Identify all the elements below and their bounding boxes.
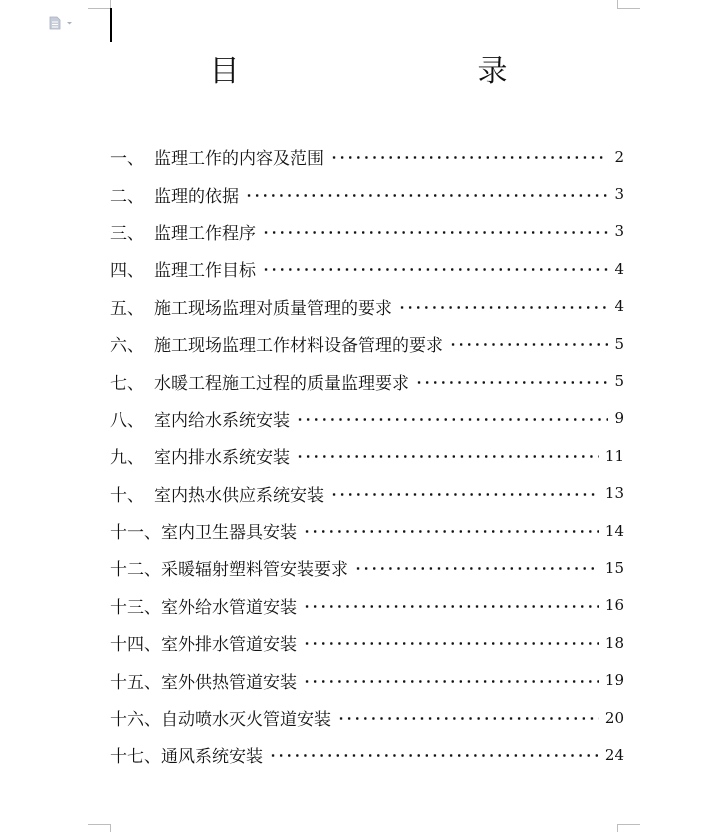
toc-entry-page-number: 4 <box>614 259 624 278</box>
toc-entry[interactable] <box>110 624 624 661</box>
toc-entry-title: 室外给水管道安装 <box>161 597 297 618</box>
toc-entry-title: 通风系统安装 <box>161 747 263 768</box>
toc-entry-title: 室外供热管道安装 <box>161 672 297 693</box>
toc-entry[interactable] <box>110 250 624 287</box>
toc-entry-title: 室内给水系统安装 <box>154 410 290 431</box>
toc-entry-page-number: 13 <box>604 484 624 503</box>
toc-dot-leader <box>269 754 599 757</box>
toc-entry-number: 十六、 <box>110 710 161 731</box>
toc-entry-title: 室外排水管道安装 <box>161 635 297 656</box>
toc-entry-title: 监理工作的内容及范围 <box>154 149 324 170</box>
toc-dot-leader <box>337 717 599 720</box>
toc-entry-page-number: 14 <box>604 521 624 540</box>
toc-entry-title: 监理工作程序 <box>154 223 256 244</box>
toc-entry-number: 四、 <box>110 261 144 282</box>
toc-dot-leader <box>303 642 599 645</box>
toc-entry-page-number: 4 <box>614 297 624 316</box>
crop-mark-bottom-left <box>88 824 111 832</box>
toc-entry-page-number: 2 <box>614 147 624 166</box>
toc-entry-number: 七、 <box>110 373 144 394</box>
crop-mark-top-left <box>88 0 111 9</box>
toc-entry[interactable] <box>110 437 624 474</box>
toc-entry-title: 室内热水供应系统安装 <box>154 485 324 506</box>
toc-entry-number: 十四、 <box>110 635 161 656</box>
toc-dot-leader <box>245 194 608 197</box>
toc-entry-number: 三、 <box>110 223 144 244</box>
toc-dot-leader <box>449 343 608 346</box>
toc-entry-page-number: 15 <box>604 558 624 577</box>
toc-entry-page-number: 19 <box>604 671 624 690</box>
toc-entry-number: 十五、 <box>110 672 161 693</box>
toc-entry[interactable] <box>110 475 624 512</box>
toc-entry-number: 六、 <box>110 336 144 357</box>
toc-entry-number: 九、 <box>110 448 144 469</box>
toc-entry-page-number: 16 <box>604 596 624 615</box>
toc-entry-page-number: 11 <box>604 446 624 465</box>
toc-entry[interactable] <box>110 325 624 362</box>
toc-entry-title: 监理的依据 <box>154 186 239 207</box>
toc-entry-number: 十、 <box>110 485 144 506</box>
toc-dot-leader <box>262 231 608 234</box>
text-cursor <box>110 8 112 42</box>
toc-entry-page-number: 24 <box>604 745 624 764</box>
toc-entry[interactable] <box>110 512 624 549</box>
toc-entry-number: 十七、 <box>110 747 161 768</box>
toc-entry-number: 十二、 <box>110 560 161 581</box>
toc-entry-page-number: 18 <box>604 633 624 652</box>
toc-entry-page-number: 20 <box>604 708 624 727</box>
toc-entry-title: 水暖工程施工过程的质量监理要求 <box>154 373 409 394</box>
page-title: 目 录 <box>209 54 612 89</box>
toc-entry-number: 十三、 <box>110 597 161 618</box>
toc-entry-number: 二、 <box>110 186 144 207</box>
toc-entry[interactable] <box>110 213 624 250</box>
toc-entry-number: 十一、 <box>110 523 161 544</box>
toc-dot-leader <box>354 567 599 570</box>
toc-entry[interactable] <box>110 736 624 773</box>
crop-mark-top-right <box>617 0 640 9</box>
toc-dot-leader <box>296 455 599 458</box>
toc-dot-leader <box>415 381 608 384</box>
toc-entry-title: 自动喷水灭火管道安装 <box>161 710 331 731</box>
toc-dot-leader <box>303 605 599 608</box>
toc-dot-leader <box>398 306 608 309</box>
toc-entry[interactable] <box>110 587 624 624</box>
toc-entry-title: 采暖辐射塑料管安装要求 <box>161 560 348 581</box>
toc-dot-leader <box>330 156 608 159</box>
toc-entry-page-number: 9 <box>614 409 624 428</box>
toc-entry-number: 八、 <box>110 410 144 431</box>
document-icon[interactable] <box>48 15 74 29</box>
toc-dot-leader <box>303 530 599 533</box>
toc-entry-title: 施工现场监理工作材料设备管理的要求 <box>154 336 443 357</box>
toc-entry-title: 室内排水系统安装 <box>154 448 290 469</box>
toc-entry-page-number: 3 <box>614 185 624 204</box>
toc-entry-title: 监理工作目标 <box>154 261 256 282</box>
toc-dot-leader <box>262 268 608 271</box>
toc-entry[interactable] <box>110 362 624 399</box>
toc-entry-page-number: 5 <box>614 372 624 391</box>
toc-entry-title: 施工现场监理对质量管理的要求 <box>154 298 392 319</box>
toc-entry[interactable] <box>110 661 624 698</box>
table-of-contents <box>110 138 624 774</box>
toc-dot-leader <box>303 680 599 683</box>
toc-entry[interactable] <box>110 175 624 212</box>
toc-entry-page-number: 3 <box>614 222 624 241</box>
toc-entry-title: 室内卫生器具安装 <box>161 523 297 544</box>
toc-dot-leader <box>330 493 599 496</box>
toc-entry[interactable] <box>110 400 624 437</box>
toc-entry[interactable] <box>110 699 624 736</box>
toc-entry-page-number: 5 <box>614 334 624 353</box>
toc-entry-number: 一、 <box>110 149 144 170</box>
toc-entry[interactable] <box>110 288 624 325</box>
crop-mark-bottom-right <box>617 824 640 832</box>
toc-entry-number: 五、 <box>110 298 144 319</box>
toc-entry[interactable] <box>110 138 624 175</box>
toc-dot-leader <box>296 418 608 421</box>
toc-entry[interactable] <box>110 549 624 586</box>
